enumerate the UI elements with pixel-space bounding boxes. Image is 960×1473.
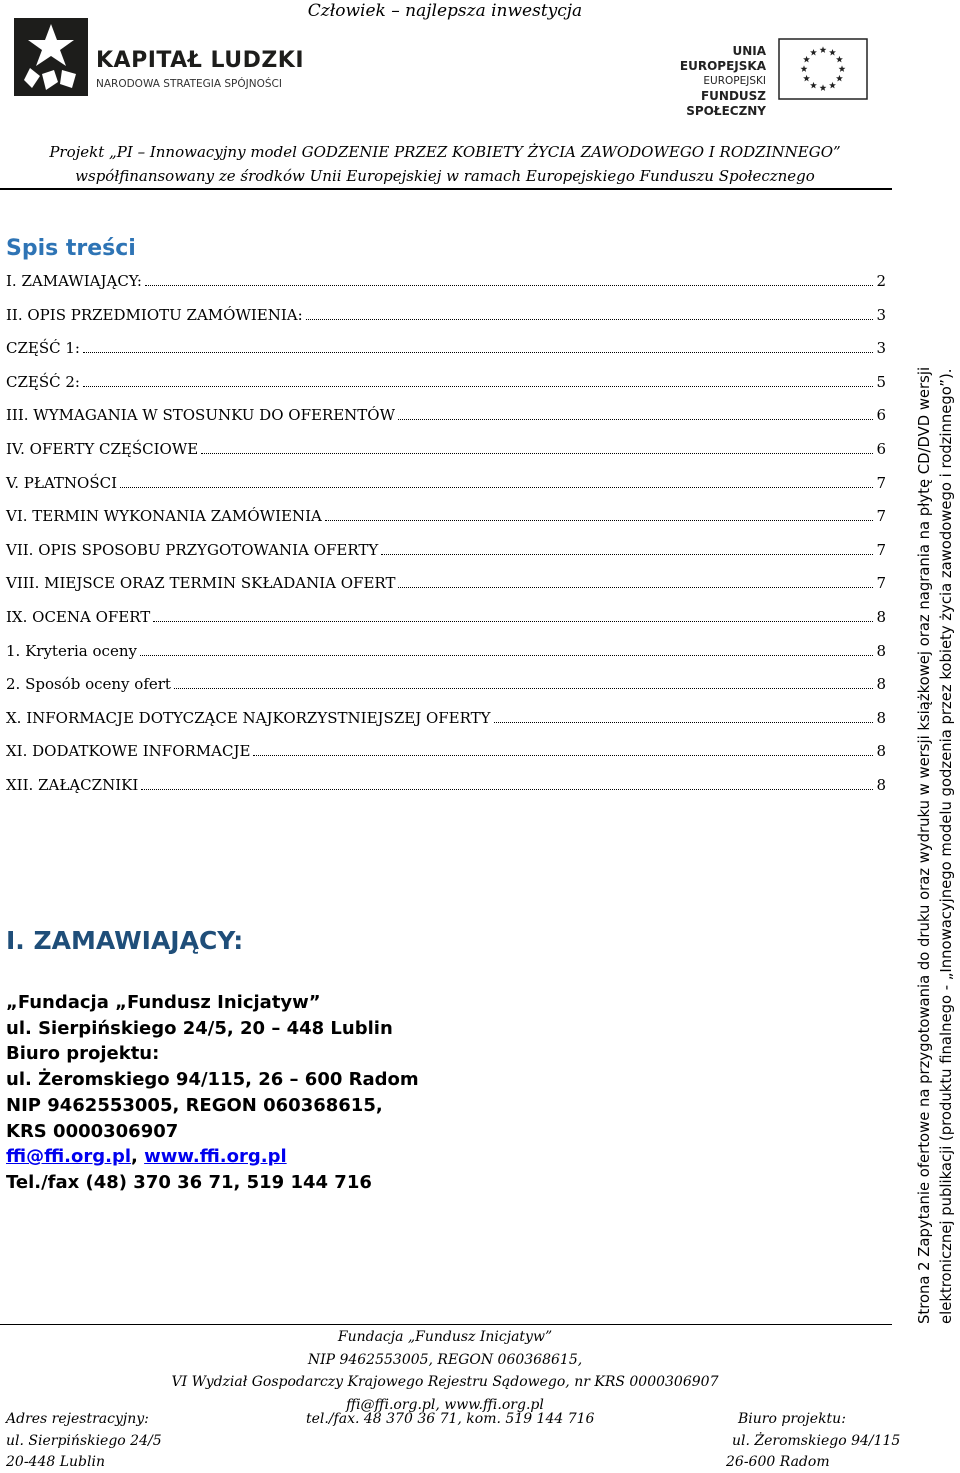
side-note xyxy=(914,212,960,1324)
toc-entry[interactable] xyxy=(6,637,886,671)
toc-entry-label: IV. OFERTY CZĘŚCIOWE xyxy=(6,439,199,458)
footer-row-1 xyxy=(6,1408,886,1430)
toc-entry[interactable] xyxy=(6,334,886,368)
kapital-ludzki-emblem-icon xyxy=(14,18,88,96)
toc-dot-leader xyxy=(153,603,873,622)
footer-office-city: 26-600 Radom xyxy=(726,1454,830,1470)
side-note-line1: Strona 2 Zapytanie ofertowe na przygotowania do druku oraz wydruku w wersji książkowej oraz nagrania na płytę CD/DVD wersji xyxy=(916,366,933,1324)
toc-entry[interactable] xyxy=(6,401,886,435)
cofinancing-line: współfinansowany ze środków Unii Europejskiej w ramach Europejskiego Funduszu Społecznego xyxy=(75,167,815,185)
toc-dot-leader xyxy=(120,469,873,488)
toc-dot-leader xyxy=(398,569,873,588)
toc-entry-label: CZĘŚĆ 2: xyxy=(6,372,80,391)
toc-dot-leader xyxy=(141,771,873,790)
footer-court: VI Wydział Gospodarczy Krajowego Rejestru Sądowego, nr KRS 0000306907 xyxy=(171,1374,719,1390)
krs-number: KRS 0000306907 xyxy=(6,1120,179,1142)
toc-entry-label: VI. TERMIN WYKONANIA ZAMÓWIENIA xyxy=(6,507,322,526)
toc-entry[interactable] xyxy=(6,670,886,704)
toc-entry[interactable] xyxy=(6,267,886,301)
toc-title: Spis treści xyxy=(6,236,136,261)
toc-entry-label: III. WYMAGANIA W STOSUNKU DO OFERENTÓW xyxy=(6,406,396,425)
nip-regon: NIP 9462553005, REGON 060368615, xyxy=(6,1094,383,1116)
toc-entry[interactable] xyxy=(6,469,886,503)
toc-entry-page: 7 xyxy=(876,574,886,593)
phone-fax: Tel./fax (48) 370 36 71, 519 144 716 xyxy=(6,1171,372,1193)
footer-office-street: ul. Żeromskiego 94/115 xyxy=(732,1433,901,1449)
kapital-ludzki-title: KAPITAŁ LUDZKI xyxy=(96,48,305,73)
org-address: ul. Sierpińskiego 24/5, 20 – 448 Lublin xyxy=(6,1017,393,1039)
toc-entry[interactable] xyxy=(6,435,886,469)
email-link[interactable]: ffi@ffi.org.pl xyxy=(6,1146,132,1168)
footer-row-2 xyxy=(6,1430,901,1452)
toc-entry-page: 6 xyxy=(876,406,886,425)
toc-entry-page: 8 xyxy=(876,775,886,794)
toc-entry-label: VIII. MIEJSCE ORAZ TERMIN SKŁADANIA OFERT xyxy=(6,574,396,593)
website-link[interactable]: www.ffi.org.pl xyxy=(144,1146,287,1168)
toc-entry[interactable] xyxy=(6,502,886,536)
footer-nip-regon: NIP 9462553005, REGON 060368615, xyxy=(307,1351,583,1368)
toc-list xyxy=(6,267,886,805)
toc-entry-page: 8 xyxy=(876,708,886,727)
toc-entry[interactable] xyxy=(6,569,886,603)
toc-entry-page: 5 xyxy=(876,372,886,391)
toc-entry-label: XII. ZAŁĄCZNIKI xyxy=(6,775,139,794)
eu-flag-icon xyxy=(778,38,868,100)
footer-reg-street: ul. Sierpińskiego 24/5 xyxy=(6,1433,162,1449)
project-info xyxy=(0,140,890,188)
toc-entry[interactable] xyxy=(6,368,886,402)
section-heading: I. ZAMAWIAJĄCY: xyxy=(6,926,244,955)
toc-entry-page: 2 xyxy=(876,272,886,290)
footer-phone: tel./fax. 48 370 36 71, kom. 519 144 716 xyxy=(306,1411,595,1427)
toc-entry[interactable] xyxy=(6,704,886,738)
toc-entry[interactable] xyxy=(6,771,886,805)
footer-org-name: Fundacja „Fundusz Inicjatyw” xyxy=(337,1329,553,1345)
toc-entry[interactable] xyxy=(6,737,886,771)
footer-row-3 xyxy=(6,1451,886,1473)
office-address: ul. Żeromskiego 94/115, 26 – 600 Radom xyxy=(6,1069,419,1091)
kapital-ludzki-logo xyxy=(10,18,310,98)
toc-entry-page: 8 xyxy=(876,641,886,660)
toc-dot-leader xyxy=(201,435,873,454)
eu-logo-line1: UNIA EUROPEJSKA xyxy=(679,44,766,73)
footer-divider xyxy=(0,1324,892,1325)
footer-reg-city: 20-448 Lublin xyxy=(6,1454,105,1470)
toc-entry-page: 7 xyxy=(876,473,886,492)
footer-office-label: Biuro projektu: xyxy=(738,1411,846,1427)
toc-dot-leader xyxy=(140,637,873,656)
toc-dot-leader xyxy=(398,401,873,420)
eu-logo xyxy=(644,36,884,118)
toc-dot-leader xyxy=(325,502,874,521)
contractor-details xyxy=(6,990,606,1196)
toc-entry[interactable] xyxy=(6,603,886,637)
toc-entry-page: 8 xyxy=(876,742,886,761)
contact-links xyxy=(6,1144,606,1170)
project-title-line: Projekt „PI – Innowacyjny model GODZENIE PRZEZ KOBIETY ŻYCIA ZAWODOWEGO I RODZINNEGO” xyxy=(49,143,841,161)
toc-entry-label: XI. DODATKOWE INFORMACJE xyxy=(6,742,251,761)
header-motto: Człowiek – najlepsza inwestycja xyxy=(307,1,583,21)
toc-entry[interactable] xyxy=(6,301,886,335)
org-name: „Fundacja „Fundusz Inicjatyw” xyxy=(6,992,321,1013)
side-note-line2: elektronicznej publikacji (produktu finalnego - „Innowacyjnego modelu godzenia przez kobiety życia zawodowego i rodzinnego”). xyxy=(938,368,955,1324)
office-label: Biuro projektu: xyxy=(6,1043,160,1065)
toc-dot-leader xyxy=(306,301,874,320)
toc-entry-label: I. ZAMAWIAJĄCY: xyxy=(6,272,142,290)
eu-logo-line3: FUNDUSZ SPOŁECZNY xyxy=(686,89,766,118)
toc-entry-label: X. INFORMACJE DOTYCZĄCE NAJKORZYSTNIEJSZEJ OFERTY xyxy=(6,708,491,727)
footer-contacts: ffi@ffi.org.pl, www.ffi.org.pl xyxy=(346,1396,544,1413)
eu-logo-line2: EUROPEJSKI xyxy=(703,75,766,87)
kapital-ludzki-subtitle: NARODOWA STRATEGIA SPÓJNOŚCI xyxy=(96,78,282,90)
footer-reg-label: Adres rejestracyjny: xyxy=(6,1411,149,1427)
link-separator: , xyxy=(131,1146,145,1168)
toc-dot-leader xyxy=(83,334,873,353)
footer-org-info xyxy=(0,1326,890,1416)
toc-dot-leader xyxy=(381,536,873,555)
toc-entry-page: 7 xyxy=(876,507,886,526)
toc-entry-page: 6 xyxy=(876,439,886,458)
header-divider xyxy=(0,188,892,190)
toc-dot-leader xyxy=(145,267,874,286)
toc-entry-label: VII. OPIS SPOSOBU PRZYGOTOWANIA OFERTY xyxy=(6,540,379,559)
toc-dot-leader xyxy=(83,368,873,387)
toc-dot-leader xyxy=(174,670,873,689)
toc-entry-page: 3 xyxy=(876,305,886,324)
toc-entry-label: CZĘŚĆ 1: xyxy=(6,339,80,358)
toc-entry-page: 8 xyxy=(876,675,886,694)
toc-entry[interactable] xyxy=(6,536,886,570)
toc-entry-label: IX. OCENA OFERT xyxy=(6,607,151,626)
toc-entry-label: 1. Kryteria oceny xyxy=(6,641,137,660)
toc-entry-page: 3 xyxy=(876,339,886,358)
toc-entry-label: 2. Sposób oceny ofert xyxy=(6,675,171,694)
toc-entry-page: 8 xyxy=(876,607,886,626)
toc-dot-leader xyxy=(253,737,873,756)
toc-entry-page: 7 xyxy=(876,540,886,559)
toc-entry-label: II. OPIS PRZEDMIOTU ZAMÓWIENIA: xyxy=(6,305,303,324)
toc-entry-label: V. PŁATNOŚCI xyxy=(6,473,117,492)
toc-dot-leader xyxy=(494,704,874,723)
